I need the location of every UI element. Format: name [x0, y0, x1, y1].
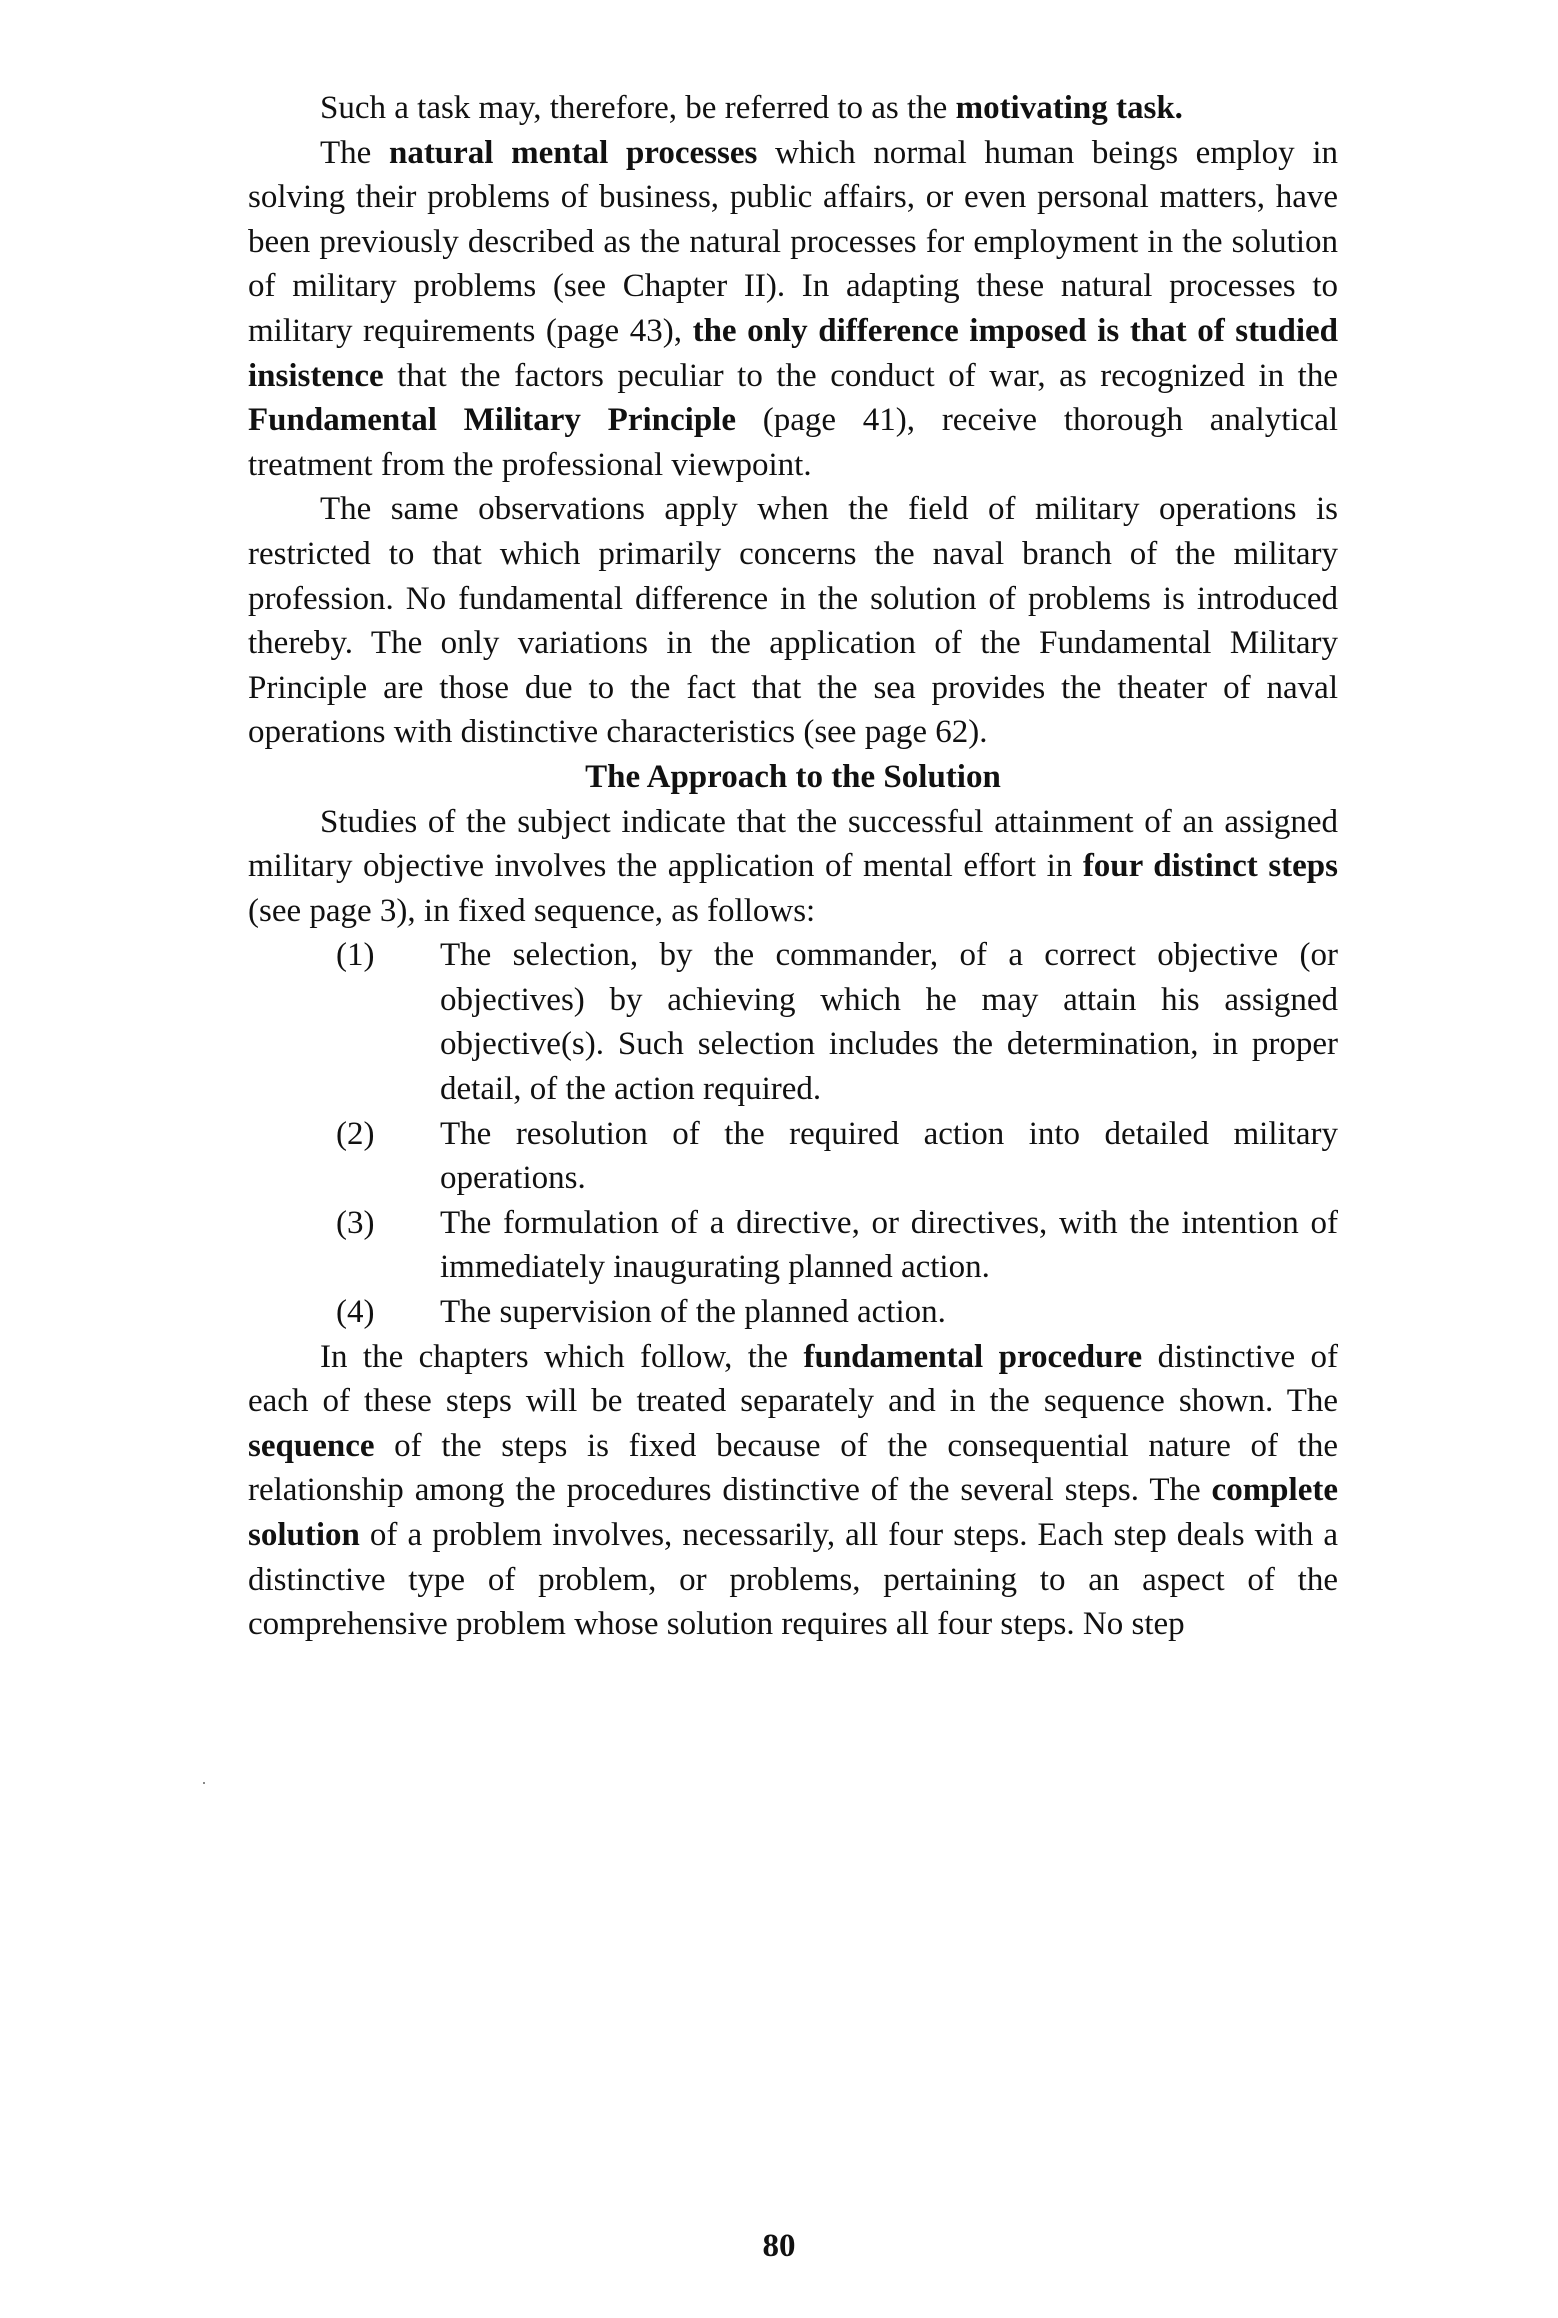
- text-segment: In the chapters which follow, the: [320, 1338, 804, 1375]
- page-body: [248, 86, 1338, 1647]
- section-heading: The Approach to the Solution: [585, 758, 1001, 795]
- paragraph-naval-operations: [248, 487, 1338, 755]
- text-segment: of the steps is fixed because of the consequential nature of the relationship among the procedures distinctive of the several steps. The: [248, 1427, 1338, 1509]
- step-text: The selection, by the commander, of a correct objective (or objectives) by achieving which he may attain his assigned objective(s). Such selection includes the determination, in proper detail, of the action required.: [440, 937, 1338, 1108]
- bold-term-fundamental-military-principle: Fundamental Military Principle: [248, 402, 736, 439]
- bold-term-motivating-task: motivating task.: [955, 90, 1183, 126]
- text-segment: of a problem involves, necessarily, all four steps. Each step deals with a distinctive type of problem, or problems, pertaining to an aspect of the comprehensive problem whose solution requires all four steps. No step: [248, 1517, 1338, 1643]
- step-item-3: [248, 1201, 1338, 1290]
- paragraph-chapters-follow: [248, 1335, 1338, 1647]
- paragraph-motivating-task: [248, 86, 1338, 131]
- paragraph-natural-mental-processes: [248, 131, 1338, 488]
- page-number: 80: [762, 2228, 796, 2264]
- text-segment: that the factors peculiar to the conduct of war, as recognized in the: [383, 357, 1338, 394]
- bold-term-complete-solution: complete solution: [248, 1472, 1338, 1553]
- text-segment: distinctive of each of these steps will be treated separately and in the sequence shown. The: [248, 1338, 1339, 1420]
- step-item-1: [248, 933, 1338, 1111]
- bold-term-fundamental-procedure: fundamental procedure: [803, 1338, 1143, 1375]
- step-text: The formulation of a directive, or directives, with the intention of immediately inaugurating planned action.: [440, 1204, 1338, 1286]
- text-segment: (see page 3), in fixed sequence, as follows:: [248, 892, 816, 929]
- paragraph-four-steps-intro: [248, 800, 1338, 934]
- step-number: (3): [336, 1204, 375, 1241]
- step-number: (2): [336, 1115, 375, 1152]
- bold-term-natural-mental-processes: natural mental processes: [388, 134, 758, 171]
- step-text: The supervision of the planned action.: [440, 1294, 946, 1331]
- bold-term-four-distinct-steps: four distinct steps: [1082, 848, 1338, 885]
- steps-list: [248, 933, 1338, 1334]
- text-segment: Studies of the subject indicate that the successful attainment of an assigned military objective involves the application of mental effort in: [248, 803, 1338, 885]
- step-number: (1): [336, 937, 375, 974]
- bold-term-sequence: sequence: [248, 1427, 375, 1464]
- text-segment: (page 41), receive thorough analytical treatment from the professional viewpoint.: [248, 402, 1339, 483]
- text-segment: The: [320, 134, 389, 171]
- step-item-4: [248, 1290, 1338, 1335]
- step-text: The resolution of the required action into detailed military operations.: [440, 1115, 1338, 1197]
- scan-speck: [203, 1782, 205, 1784]
- step-number: (4): [336, 1294, 375, 1331]
- text-segment: which normal human beings employ in solving their problems of business, public affairs, or even personal matters, have been previously described as the natural processes for employment in the solution of military problems (see Chapter II). In adapting these natural processes to military requirements (page 43),: [248, 134, 1338, 349]
- text-segment: Such a task may, therefore, be referred to as the: [320, 90, 956, 126]
- bold-term-only-difference: the only difference imposed is that of studied insistence: [248, 312, 1338, 394]
- text-segment: The same observations apply when the field of military operations is restricted to that which primarily concerns the naval branch of the military profession. No fundamental difference in the solution of problems is introduced thereby. The only variations in the application of the Fundamental Military Principle are those due to the fact that the sea provides the theater of naval operations with distinctive characteristics (see page 62).: [248, 491, 1338, 751]
- step-item-2: [248, 1112, 1338, 1201]
